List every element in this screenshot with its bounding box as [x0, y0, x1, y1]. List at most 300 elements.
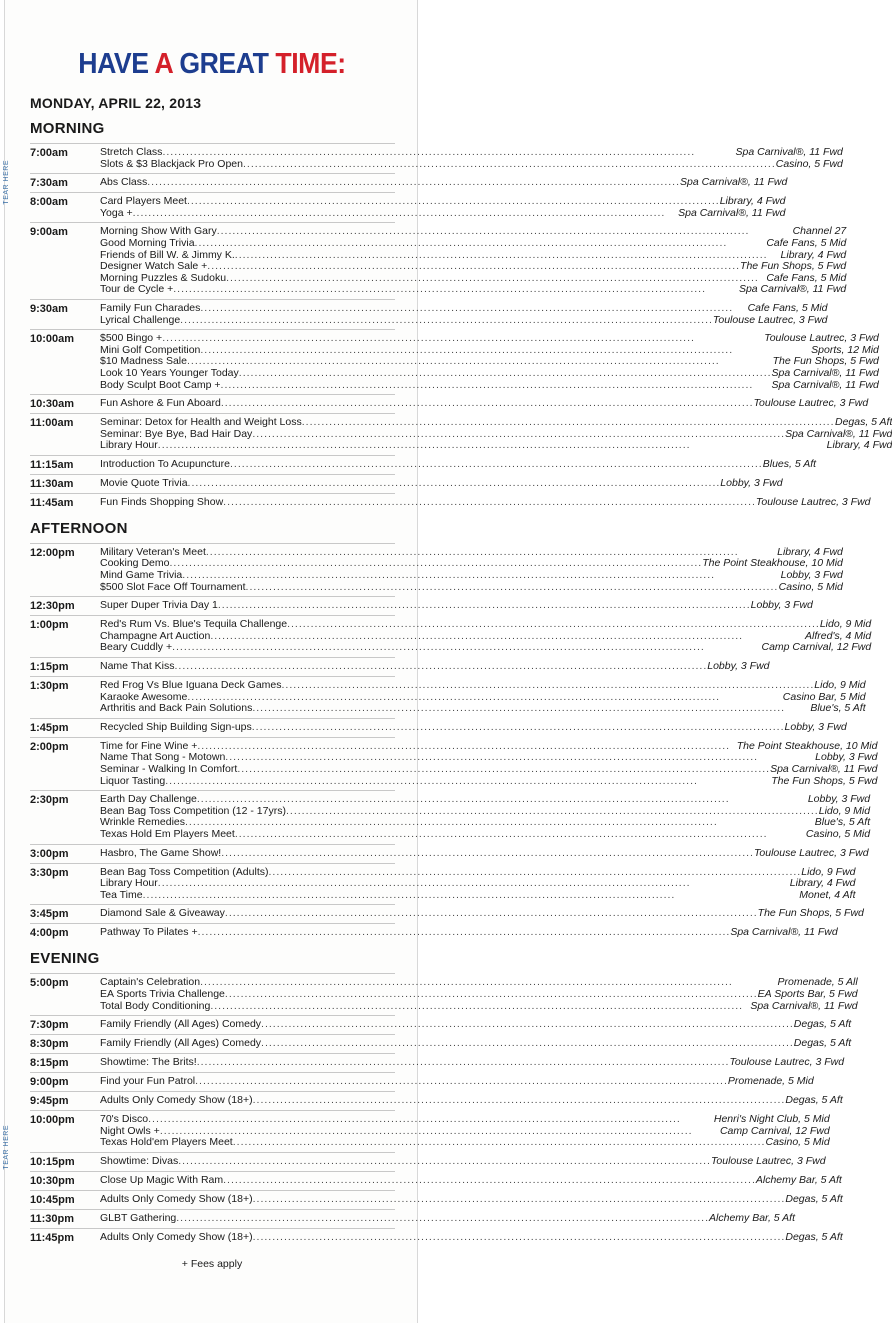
time-label: 12:00pm — [30, 546, 75, 559]
event-location: Lido, 9 Mid — [819, 618, 872, 631]
event-location: Cafe Fans, 5 Mid — [747, 301, 828, 314]
event-row — [100, 159, 843, 171]
event-row — [100, 989, 858, 1001]
event-name: Showtime: Divas — [100, 1154, 179, 1167]
dot-leader — [253, 1232, 786, 1244]
event-name: Family Friendly (All Ages) Comedy — [100, 1037, 262, 1050]
event-row — [100, 722, 847, 734]
dot-leader — [221, 398, 754, 410]
event-row — [100, 1137, 830, 1149]
event-location: Channel 27 — [792, 225, 847, 238]
dot-leader — [237, 764, 770, 776]
event-row — [100, 1175, 842, 1187]
event-list — [100, 1114, 830, 1149]
event-location: Promenade, 5 Mid — [727, 1075, 814, 1088]
time-label: 11:30am — [30, 477, 74, 490]
time-slot — [30, 1209, 795, 1228]
event-list — [100, 1057, 844, 1069]
event-location: Spa Carnival®, 11 Fwd — [750, 999, 858, 1012]
event-location: Library, 4 Fwd — [777, 545, 843, 558]
dot-leader — [195, 238, 767, 250]
event-list — [100, 867, 856, 902]
event-name: Yoga + — [100, 206, 133, 219]
time-slot — [30, 657, 770, 676]
time-label: 7:30am — [30, 177, 68, 190]
event-name: Morning Puzzles & Sudoku — [100, 271, 227, 284]
event-list — [100, 497, 871, 509]
event-row — [100, 1057, 844, 1069]
event-name: Red Frog Vs Blue Iguana Deck Games — [100, 679, 282, 692]
time-slot — [30, 1053, 845, 1072]
event-row — [100, 147, 843, 159]
time-label: 11:30pm — [30, 1212, 75, 1225]
event-row — [100, 368, 879, 380]
event-location: Promenade, 5 All — [777, 976, 858, 989]
event-row — [100, 848, 869, 860]
event-location: Casino, 5 Mid — [805, 827, 871, 840]
event-location: Degas, 5 Aft — [793, 1037, 852, 1050]
dot-leader — [223, 1175, 756, 1187]
event-location: The Fun Shops, 5 Fwd — [772, 355, 879, 368]
event-name: GLBT Gathering — [100, 1211, 177, 1224]
event-row — [100, 497, 871, 509]
event-row — [100, 908, 864, 920]
event-location: Spa Carnival®, 11 Fwd — [770, 763, 878, 775]
event-row — [100, 440, 892, 452]
event-list — [100, 908, 864, 920]
event-list — [100, 1038, 851, 1050]
dot-leader — [158, 878, 790, 890]
event-name: Arthritis and Back Pain Solutions — [100, 702, 253, 715]
event-row — [100, 1114, 830, 1126]
time-label: 5:00pm — [30, 977, 69, 990]
event-location: Casino, 5 Fwd — [775, 157, 843, 170]
time-label: 9:30am — [30, 302, 68, 315]
time-slot — [30, 222, 847, 299]
event-list — [100, 600, 813, 612]
time-slot — [30, 493, 871, 512]
time-label: 10:00am — [30, 333, 75, 346]
event-name: Karaoke Awesome — [100, 690, 188, 703]
event-list — [100, 619, 871, 654]
title-word-a: A — [154, 48, 173, 80]
time-label: 9:00pm — [30, 1076, 69, 1089]
event-name: Seminar: Bye Bye, Bad Hair Day — [100, 427, 253, 440]
event-location: Degas, 5 Aft — [793, 1018, 852, 1031]
dot-leader — [253, 1194, 786, 1206]
dot-leader — [252, 703, 810, 715]
event-name: Fun Ashore & Fun Aboard — [100, 397, 221, 410]
event-name: Wrinkle Remedies — [100, 816, 185, 829]
event-name: Cooking Demo — [100, 557, 170, 570]
event-row — [100, 764, 877, 776]
event-location: Lido, 9 Mid — [818, 804, 871, 817]
event-name: Texas Hold'em Players Meet — [100, 1136, 233, 1149]
time-slot — [30, 1072, 814, 1091]
event-list — [100, 147, 843, 170]
event-name: Tour de Cycle + — [100, 283, 174, 296]
event-row — [100, 398, 868, 410]
time-slot — [30, 413, 892, 455]
event-list — [100, 417, 892, 452]
time-slot — [30, 923, 838, 942]
dot-leader — [147, 177, 680, 189]
event-name: Diamond Sale & Giveaway — [100, 907, 225, 920]
event-location: Blue's, 5 Aft — [814, 816, 871, 829]
time-label: 10:30am — [30, 398, 75, 411]
event-location: Spa Carnival®, 11 Fwd — [730, 926, 838, 939]
event-name: Adults Only Comedy Show (18+) — [100, 1094, 253, 1107]
schedule-date: MONDAY, APRIL 22, 2013 — [30, 95, 202, 111]
time-label: 10:00pm — [30, 1114, 75, 1127]
event-name: Stretch Class — [100, 146, 163, 158]
event-name: Mini Golf Competition — [100, 343, 201, 356]
event-row — [100, 1194, 843, 1206]
time-label: 10:30pm — [30, 1174, 75, 1187]
event-name: Name That Song - Motown — [100, 751, 226, 764]
dot-leader — [172, 642, 761, 654]
event-name: Morning Show With Gary — [100, 225, 217, 238]
event-row — [100, 1038, 851, 1050]
event-location: Degas, 5 Aft — [785, 1094, 843, 1107]
event-location: Toulouse Lautrec, 3 Fwd — [753, 846, 869, 859]
time-slot — [30, 718, 847, 737]
event-location: The Point Steakhouse, 10 Mid — [736, 739, 878, 752]
dot-leader — [239, 368, 772, 380]
time-slot — [30, 1190, 843, 1209]
event-row — [100, 890, 856, 902]
event-name: Movie Quote Trivia — [100, 476, 188, 489]
event-location: Toulouse Lautrec, 3 Fwd — [712, 313, 828, 326]
time-label: 9:00am — [30, 226, 68, 239]
tear-here-label-bottom: TEAR HERE — [3, 1125, 10, 1170]
event-row — [100, 600, 813, 612]
event-location: Camp Carnival, 12 Fwd — [719, 1124, 830, 1137]
dot-leader — [195, 1076, 728, 1088]
time-slot — [30, 790, 871, 843]
dot-leader — [223, 497, 756, 509]
event-location: Blues, 5 Aft — [762, 457, 817, 470]
event-list — [100, 1175, 842, 1187]
event-name: Champagne Art Auction — [100, 629, 211, 642]
dot-leader — [133, 208, 679, 220]
section-title: EVENING — [30, 950, 100, 968]
event-name: Earth Day Challenge — [100, 793, 197, 806]
time-label: 11:15am — [30, 458, 74, 471]
dot-leader — [225, 989, 758, 1001]
time-label: 3:00pm — [30, 847, 69, 860]
event-list — [100, 398, 868, 410]
event-location: Lido, 9 Fwd — [801, 865, 856, 878]
event-list — [100, 927, 838, 939]
time-slot — [30, 615, 872, 657]
event-list — [100, 1095, 843, 1107]
section-title: MORNING — [30, 120, 105, 137]
time-slot — [30, 863, 856, 905]
event-row — [100, 261, 846, 273]
dot-leader — [165, 776, 771, 788]
time-label: 1:00pm — [30, 619, 69, 632]
event-list — [100, 1019, 851, 1031]
event-name: Tea Time — [100, 888, 143, 901]
time-slot — [30, 192, 786, 222]
time-slot — [30, 1015, 852, 1034]
time-slot — [30, 844, 869, 863]
dot-leader — [148, 1114, 714, 1126]
time-label: 12:30pm — [30, 600, 75, 613]
event-list — [100, 680, 866, 715]
event-location: Toulouse Lautrec, 3 Fwd — [764, 332, 879, 345]
event-list — [100, 848, 869, 860]
event-row — [100, 878, 856, 890]
dot-leader — [233, 1137, 766, 1149]
event-row — [100, 1001, 858, 1013]
event-row — [100, 380, 879, 392]
event-name: Red's Rum Vs. Blue's Tequila Challenge — [100, 618, 288, 631]
time-slot — [30, 1110, 830, 1152]
dot-leader — [188, 478, 721, 490]
event-list — [100, 333, 879, 391]
event-name: Bean Bag Toss Competition (12 - 17yrs) — [100, 804, 286, 817]
event-name: Abs Class — [100, 176, 148, 189]
event-location: Alfred's, 4 Mid — [805, 629, 872, 642]
event-name: Introduction To Acupuncture — [100, 457, 230, 470]
event-row — [100, 417, 892, 429]
event-row — [100, 1232, 843, 1244]
event-location: Alchemy Bar, 5 Aft — [709, 1211, 795, 1224]
time-label: 8:30pm — [30, 1038, 69, 1051]
time-label: 11:00am — [30, 417, 74, 430]
dot-leader — [158, 440, 827, 452]
event-name: Bean Bag Toss Competition (Adults) — [100, 865, 269, 878]
event-row — [100, 284, 846, 296]
event-location: Sports, 12 Mid — [811, 343, 879, 356]
event-name: Time for Fine Wine + — [100, 739, 198, 752]
event-name: Designer Watch Sale + — [100, 260, 208, 273]
event-list — [100, 741, 877, 787]
time-label: 4:00pm — [30, 927, 69, 940]
dot-leader — [246, 582, 779, 594]
event-row — [100, 459, 816, 471]
event-name: 70's Disco — [100, 1113, 149, 1126]
time-slot — [30, 474, 783, 493]
event-list — [100, 1194, 843, 1206]
event-row — [100, 1019, 851, 1031]
time-label: 2:30pm — [30, 794, 69, 807]
section-afternoon — [30, 519, 878, 942]
event-location: Lobby, 3 Fwd — [750, 599, 813, 612]
event-location: Henri's Night Club, 5 Mid — [713, 1113, 830, 1126]
event-location: Alchemy Bar, 5 Aft — [755, 1173, 842, 1186]
section-evening — [30, 950, 858, 1247]
event-name: Mind Game Trivia — [100, 569, 183, 582]
time-slot — [30, 299, 828, 329]
event-name: $500 Bingo + — [100, 332, 163, 345]
event-list — [100, 459, 816, 471]
event-name: Captain's Celebration — [100, 976, 201, 989]
time-slot — [30, 904, 864, 923]
event-row — [100, 642, 871, 654]
event-name: Good Morning Trivia — [100, 236, 195, 249]
event-name: Fun Finds Shopping Show — [100, 495, 224, 508]
fees-footnote: + Fees apply — [181, 1258, 243, 1270]
dot-leader — [243, 159, 776, 171]
event-row — [100, 661, 770, 673]
event-name: Body Sculpt Boot Camp + — [100, 378, 221, 391]
event-row — [100, 333, 879, 345]
schedule-content — [30, 120, 892, 1255]
event-name: Texas Hold Em Players Meet — [100, 827, 235, 840]
dot-leader — [143, 890, 800, 902]
event-location: Spa Carnival®, 11 Fwd — [771, 378, 879, 391]
event-location: Spa Carnival®, 11 Fwd — [738, 283, 847, 296]
event-row — [100, 927, 838, 939]
title-word-great: GREAT — [179, 48, 269, 80]
event-location: Lobby, 3 Fwd — [815, 751, 878, 764]
event-list — [100, 303, 828, 326]
event-location: Cafe Fans, 5 Mid — [766, 236, 847, 249]
event-name: Slots & $3 Blackjack Pro Open — [100, 157, 243, 170]
dot-leader — [261, 1019, 794, 1031]
event-row — [100, 680, 866, 692]
event-location: Lido, 9 Mid — [814, 679, 866, 692]
event-row — [100, 829, 870, 841]
event-name: Night Owls + — [100, 1124, 160, 1137]
time-label: 10:15pm — [30, 1155, 75, 1168]
event-location: Spa Carnival®, 11 Fwd — [680, 176, 788, 189]
event-location: Spa Carnival®, 11 Fwd — [678, 206, 786, 219]
event-row — [100, 1213, 795, 1225]
title-word-time: TIME: — [275, 48, 346, 80]
time-label: 11:45pm — [30, 1231, 75, 1244]
section-title: AFTERNOON — [30, 519, 128, 537]
dot-leader — [178, 1156, 711, 1168]
event-row — [100, 570, 843, 582]
event-name: EA Sports Trivia Challenge — [100, 987, 225, 1000]
event-name: Look 10 Years Younger Today — [100, 366, 239, 379]
event-list — [100, 1076, 814, 1088]
time-slot — [30, 143, 843, 173]
event-name: Lyrical Challenge — [100, 313, 181, 326]
dot-leader — [218, 600, 751, 612]
event-name: Liquor Tasting — [100, 774, 166, 787]
time-slot — [30, 1228, 843, 1247]
event-name: Family Friendly (All Ages) Comedy — [100, 1018, 262, 1031]
time-slot — [30, 1091, 843, 1110]
event-row — [100, 238, 846, 250]
dot-leader — [180, 315, 713, 327]
event-location: Casino Bar, 5 Mid — [782, 690, 866, 703]
event-name: Showtime: The Brits! — [100, 1056, 197, 1069]
event-name: Adults Only Comedy Show (18+) — [100, 1192, 253, 1205]
event-location: Lobby, 3 Fwd — [784, 720, 847, 733]
time-slot — [30, 329, 879, 394]
event-name: Friends of Bill W. & Jimmy K. — [100, 248, 235, 261]
time-slot — [30, 1034, 852, 1053]
time-label: 1:45pm — [30, 721, 69, 734]
event-location: Library, 4 Fwd — [826, 439, 892, 452]
event-row — [100, 1095, 843, 1107]
event-list — [100, 722, 847, 734]
event-location: Library, 4 Fwd — [780, 248, 847, 261]
time-slot — [30, 973, 858, 1015]
dot-leader — [210, 1001, 750, 1013]
time-slot — [30, 543, 843, 596]
dot-leader — [230, 459, 763, 471]
title-word-have: HAVE — [78, 48, 149, 80]
event-list — [100, 196, 785, 219]
event-name: Hasbro, The Game Show! — [100, 846, 222, 859]
time-slot — [30, 1171, 842, 1190]
event-location: Lobby, 3 Fwd — [807, 793, 871, 806]
event-row — [100, 303, 828, 315]
event-list — [100, 1213, 795, 1225]
time-slot — [30, 455, 817, 474]
event-location: Blue's, 5 Aft — [810, 702, 866, 715]
page-title — [17, 48, 407, 81]
event-name: Total Body Conditioning — [100, 999, 211, 1012]
event-row — [100, 582, 843, 594]
event-location: Cafe Fans, 5 Mid — [766, 271, 847, 284]
event-location: Toulouse Lautrec, 3 Fwd — [755, 495, 871, 508]
dot-leader — [197, 1057, 730, 1069]
dot-leader — [182, 570, 780, 582]
time-label: 3:45pm — [30, 908, 69, 921]
event-name: $10 Madness Sale — [100, 355, 187, 368]
time-label: 2:00pm — [30, 740, 69, 753]
event-list — [100, 547, 843, 593]
tear-here-label-top: TEAR HERE — [3, 160, 10, 205]
time-label: 1:15pm — [30, 661, 69, 674]
event-row — [100, 315, 828, 327]
event-list — [100, 1156, 826, 1168]
event-name: Recycled Ship Building Sign-ups — [100, 720, 252, 733]
event-name: $500 Slot Face Off Tournament — [100, 580, 246, 593]
event-location: Casino, 5 Mid — [778, 580, 843, 593]
time-label: 8:00am — [30, 196, 68, 209]
dot-leader — [282, 680, 815, 692]
event-location: Toulouse Lautrec, 3 Fwd — [710, 1154, 826, 1167]
section-morning — [30, 120, 892, 512]
event-name: Find your Fun Patrol — [100, 1075, 196, 1088]
event-location: Spa Carnival®, 11 Fwd — [785, 427, 892, 440]
time-label: 11:45am — [30, 496, 74, 509]
event-row — [100, 177, 787, 189]
time-slot — [30, 676, 866, 718]
event-location: Spa Carnival®, 11 Fwd — [771, 366, 879, 379]
dot-leader — [162, 147, 735, 159]
dot-leader — [207, 261, 740, 273]
event-row — [100, 776, 877, 788]
event-row — [100, 478, 783, 490]
event-location: The Point Steakhouse, 10 Mid — [702, 557, 843, 570]
event-list — [100, 977, 858, 1012]
event-list — [100, 661, 770, 673]
event-name: Library Hour — [100, 877, 158, 890]
event-name: Library Hour — [100, 439, 158, 452]
event-list — [100, 1232, 843, 1244]
event-location: EA Sports Bar, 5 Fwd — [757, 987, 858, 1000]
event-name: Beary Cuddly + — [100, 641, 173, 654]
event-location: Lobby, 3 Fwd — [707, 660, 770, 673]
event-name: Family Fun Charades — [100, 301, 201, 314]
event-name: Seminar: Detox for Health and Weight Loss — [100, 416, 302, 429]
dot-leader — [175, 661, 708, 673]
event-name: Adults Only Comedy Show (18+) — [100, 1230, 253, 1243]
event-name: Super Duper Trivia Day 1 — [100, 599, 218, 612]
event-row — [100, 703, 866, 715]
time-label: 3:30pm — [30, 866, 69, 879]
